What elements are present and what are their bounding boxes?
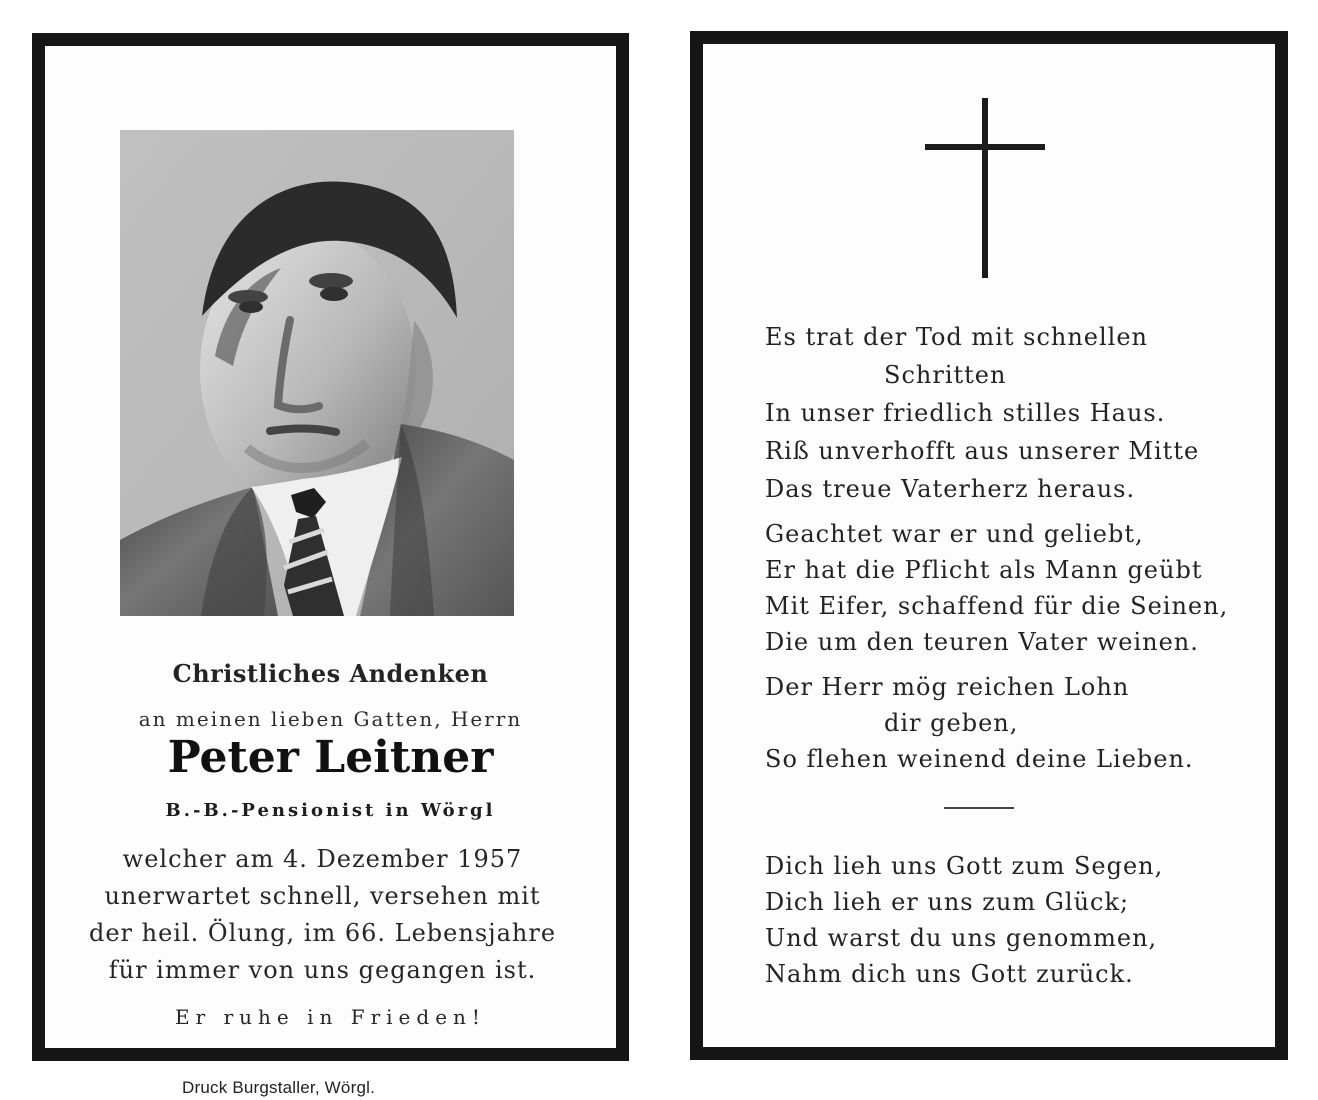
obituary-text: welcher am 4. Dezember 1957 unerwartet schnell, versehen mit der heil. Ölung, im 66. Lebensjahre für immer von uns gegangen ist. <box>88 845 557 984</box>
printer-credit: Druck Burgstaller, Wörgl. <box>182 1078 375 1097</box>
memorial-subheading: an meinen lieben Gatten, Herrn <box>138 707 523 731</box>
poem-line: Die um den teuren Vater weinen. <box>765 628 1199 656</box>
deceased-occupation: B.-B.-Pensionist in Wörgl <box>165 800 496 821</box>
portrait-photo <box>120 130 514 616</box>
memorial-heading: Christliches Andenken <box>172 659 489 688</box>
poem-line: Mit Eifer, schaffend für die Seinen, <box>765 592 1229 620</box>
deceased-name: Peter Leitner <box>167 732 494 783</box>
poem-line: Das treue Vaterherz heraus. <box>765 475 1136 503</box>
poem-line: Geachtet war er und geliebt, <box>765 520 1144 548</box>
poem-line: In unser friedlich stilles Haus. <box>765 399 1166 427</box>
stanza-divider <box>944 807 1014 809</box>
poem-stanza-1 <box>765 318 1245 508</box>
poem-line: Er hat die Pflicht als Mann geübt <box>765 556 1203 584</box>
poem-stanza-4 <box>765 848 1245 992</box>
poem-line: Riß unverhofft aus unserer Mitte <box>765 437 1200 465</box>
cross-horizontal-bar <box>925 144 1045 150</box>
poem-line: Und warst du uns genommen, <box>765 924 1158 952</box>
poem-line: Dich lieh uns Gott zum Segen, <box>765 852 1164 880</box>
closing-blessing: Er ruhe in Frieden! <box>175 1005 486 1029</box>
poem-stanza-2 <box>765 516 1245 660</box>
poem-line: dir geben, <box>884 709 1019 737</box>
poem-line: Nahm dich uns Gott zurück. <box>765 960 1134 988</box>
cross-vertical-bar <box>982 98 988 278</box>
poem-line: Schritten <box>884 361 1007 389</box>
poem-line: So flehen weinend deine Lieben. <box>765 745 1194 773</box>
right-card <box>690 31 1288 1060</box>
cross-icon <box>925 98 1045 278</box>
left-card <box>32 33 629 1061</box>
poem-line: Der Herr mög reichen Lohn <box>765 673 1130 701</box>
poem-stanza-3 <box>765 669 1245 777</box>
poem-line: Dich lieh er uns zum Glück; <box>765 888 1130 916</box>
poem-line: Es trat der Tod mit schnellen <box>765 323 1149 351</box>
